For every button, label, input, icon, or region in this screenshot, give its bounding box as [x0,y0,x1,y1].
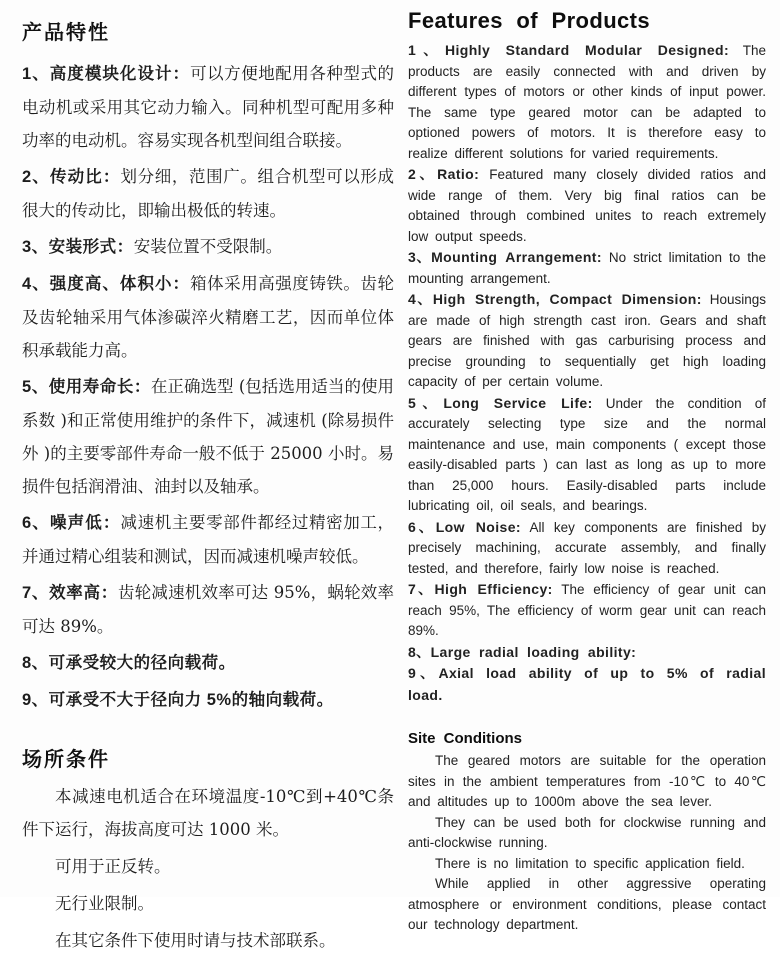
en-feature-text-6: All key components are finished by precisely machining, accurate assembly, and finally tested, and therefore, fairly low noise is reached. [408,519,766,576]
cn-feature-item-5 [22,370,394,503]
site-conditions-heading-en: Site Conditions [408,730,522,747]
site-conditions-section-en [408,730,766,936]
cn-site-paragraph-2: 可用于正反转。 [55,857,171,876]
cn-feature-text-3: 安装位置不受限制。 [133,237,283,256]
product-features-heading-cn: 产品特性 [22,22,110,44]
en-feature-item-9 [408,663,766,706]
cn-feature-lead-3: 3、安装形式： [22,238,134,256]
left-column-chinese [22,16,394,961]
cn-site-paragraph-3: 无行业限制。 [55,894,154,913]
en-feature-lead-8: 8、Large radial loading ability: [408,643,637,660]
cn-site-paragraph-1: 本减速电机适合在环境温度-10℃到+40℃条件下运行，海拔高度可达 1000 米。 [22,787,394,839]
en-feature-lead-7: 7、High Efficiency: [408,581,553,597]
cn-feature-item-8 [22,646,394,680]
en-feature-text-4: Housings are made of high strength cast iron. Gears and shaft gears are finished with gas carburising process and precise grounding to sequentially get high loading capacity of per certain volume. [408,292,766,389]
en-feature-item-6 [408,517,766,580]
cn-feature-lead-6: 6、噪声低： [22,514,121,532]
en-site-paragraph-2: They can be used both for clockwise running and anti-clockwise running. [408,814,766,850]
cn-feature-lead-5: 5、使用寿命长： [22,378,151,396]
cn-feature-text-7: 齿轮减速机效率可达 95%，蜗轮效率可达 89%。 [22,583,394,636]
cn-feature-text-6: 减速机主要零部件都经过精密加工，并通过精心组装和测试，因而减速机噪声较低。 [22,513,394,566]
en-feature-text-1: The products are easily connected with and driven by different types of motors or other kinds of input power. The same type geared motor can be adapted to optioned powers of motors. It is therefore easy to realize different solutions for varied requirements. [408,43,766,161]
en-feature-lead-2: 2、Ratio: [408,166,480,182]
cn-site-paragraph-4: 在其它条件下使用时请与技术部联系。 [55,931,336,950]
en-feature-text-2: Featured many closely divided ratios and wide range of them. Very big final ratios can be obtained through combined unites to reach extremely low output speeds. [408,167,766,244]
en-feature-lead-4: 4、High Strength, Compact Dimension: [408,291,702,307]
en-feature-lead-5: 5、Long Service Life: [408,394,593,411]
cn-feature-text-2: 划分细，范围广。组合机型可以形成很大的传动比，即输出极低的转速。 [22,167,394,220]
en-site-paragraph-3: There is no limitation to specific application field. [435,855,745,871]
cn-feature-text-1: 可以方便地配用各种型式的电动机或采用其它动力输入。同种机型可配用多种功率的电动机。容易实现各机型间组合联接。 [22,64,395,150]
cn-feature-item-7 [22,576,394,643]
en-site-paragraph-1: The geared motors are suitable for the operation sites in the ambient temperatures from -10℃ to 40℃ and altitudes up to 1000m above the sea lever. [408,753,766,809]
site-conditions-section-cn [22,743,394,957]
en-feature-text-7: The efficiency of gear unit can reach 95%, The efficiency of worm gear unit can reach 89%. [408,582,766,638]
cn-feature-lead-8: 8、可承受较大的径向载荷。 [22,654,236,672]
cn-feature-item-3 [22,230,394,264]
cn-feature-lead-9: 9、可承受不大于径向力 5%的轴向载荷。 [22,691,334,709]
right-column-english [408,8,766,936]
cn-feature-item-4 [22,267,394,367]
cn-feature-text-4: 箱体采用高强度铸铁。齿轮及齿轮轴采用气体渗碳淬火精磨工艺，因而单位体积承载能力高。 [22,274,395,360]
product-features-heading-en: Features of Products [408,8,651,33]
en-feature-item-4 [408,289,766,393]
cn-feature-item-2 [22,160,394,227]
en-feature-item-8 [408,642,766,664]
en-feature-lead-3: 3、Mounting Arrangement: [408,249,602,265]
en-feature-text-3: No strict limitation to the mounting arrangement. [408,250,766,286]
cn-feature-item-1 [22,57,394,157]
en-feature-item-1 [408,40,766,164]
en-feature-lead-9: 9、Axial load ability of up to 5% of radial load. [408,665,766,703]
cn-feature-lead-2: 2、传动比： [22,168,121,186]
en-feature-text-5: Under the condition of accurately selecting type size and the normal maintenance and use, main components ( except those easily-disabled parts ) can last as long as up to more than 25,000 hours. Easily-disabled parts include lubricating oil, oil seals, and bearings. [408,395,766,513]
cn-feature-lead-4: 4、强度高、体积小： [22,275,191,293]
en-feature-lead-6: 6、Low Noise: [408,518,521,535]
en-feature-item-7 [408,579,766,642]
cn-feature-lead-1: 1、高度模块化设计： [22,65,191,83]
en-feature-item-3 [408,247,766,289]
site-conditions-heading-cn: 场所条件 [22,749,110,771]
cn-feature-lead-7: 7、效率高： [22,584,118,602]
cn-feature-item-6 [22,506,394,573]
en-feature-lead-1: 1、Highly Standard Modular Designed: [408,42,730,58]
en-feature-item-2 [408,164,766,247]
en-feature-item-5 [408,393,766,517]
cn-feature-item-9 [22,683,394,717]
en-site-paragraph-4: While applied in other aggressive operating atmosphere or environment conditions, please contact our technology department. [408,876,766,932]
cn-feature-text-5: 在正确选型 (包括选用适当的使用系数 )和正常使用维护的条件下，减速机 (除易损件外 )的主要零部件寿命一般不低于 25000 小时。易损件包括润滑油、油封以及轴承。 [22,377,394,496]
